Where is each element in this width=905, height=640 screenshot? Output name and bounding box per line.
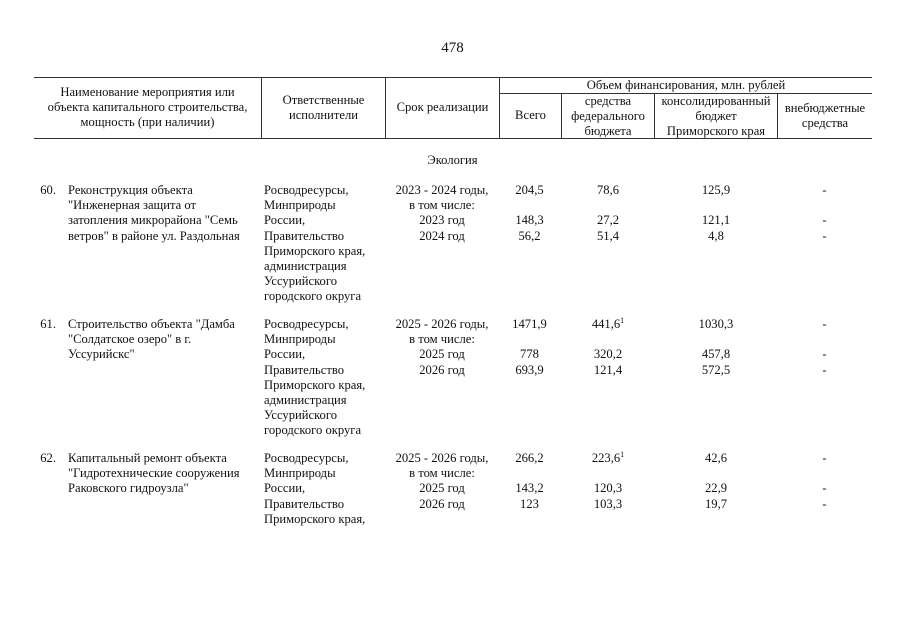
row-extrabudget: - - - (822, 183, 827, 243)
row-name: Реконструкция объекта "Инженерная защита от затопления микрорайона "Семь ветров" в районе ул. Раздольная (68, 183, 240, 243)
row-total: 204,5 148,3 56,2 (515, 183, 544, 243)
row-executors: Росводресурсы, Минприроды России, Правительство Приморского края, (264, 451, 366, 526)
footnote-marker: 1 (620, 316, 625, 325)
header-total: Всего (515, 108, 546, 122)
row-number: 62. (40, 451, 56, 465)
row-term: 2025 - 2026 годы, в том числе: 2025 год 2026 год (395, 317, 489, 377)
row-total: 1471,9 778 693,9 (512, 317, 547, 377)
row-number: 60. (40, 183, 56, 197)
row-federal: 78,6 27,2 51,4 (596, 183, 620, 243)
header-consolidated: консолидированный бюджет Приморского края (661, 94, 771, 139)
row-consolidated: 1030,3 457,8 572,5 (698, 317, 734, 377)
row-extrabudget: - - - (822, 317, 827, 377)
row-consolidated: 42,6 22,9 19,7 (704, 451, 728, 511)
row-federal: 441,6$^1$ 320,2 121,4 (591, 316, 625, 377)
row-term: 2023 - 2024 годы, в том числе: 2023 год 2024 год (395, 183, 489, 243)
page-number: 478 (441, 40, 464, 56)
row-executors: Росводресурсы, Минприроды России, Правительство Приморского края, администрация Уссурийского городского округа (264, 317, 366, 438)
row-total: 266,2 143,2 123 (515, 451, 544, 511)
header-executors: Ответственные исполнители (282, 93, 365, 123)
row-name: Строительство объекта "Дамба "Солдатское озеро" в г. Уссурийскс" (68, 317, 235, 362)
footnote-marker: 1 (620, 450, 625, 459)
header-federal: средства федерального бюджета (571, 94, 645, 139)
row-executors: Росводресурсы, Минприроды России, Правительство Приморского края, администрация Уссурийского городского округа (264, 183, 366, 304)
row-extrabudget: - - - (822, 451, 827, 511)
header-name: Наименование мероприятия или объекта капитального строительства, мощность (при наличии) (47, 85, 248, 130)
header-term: Срок реализации (396, 100, 489, 114)
section-title: Экология (427, 153, 478, 167)
row-consolidated: 125,9 121,1 4,8 (701, 183, 731, 243)
row-number: 61. (40, 317, 56, 331)
row-name: Капитальный ремонт объекта "Гидротехнические сооружения Раковского гидроузла" (68, 451, 240, 496)
header-extrabudget: внебюджетные средства (784, 101, 866, 131)
row-federal: 223,6$^1$ 120,3 103,3 (591, 450, 625, 511)
row-term: 2025 - 2026 годы, в том числе: 2025 год 2026 год (395, 451, 489, 511)
header-financing: Объем финансирования, млн. рублей (586, 78, 786, 92)
